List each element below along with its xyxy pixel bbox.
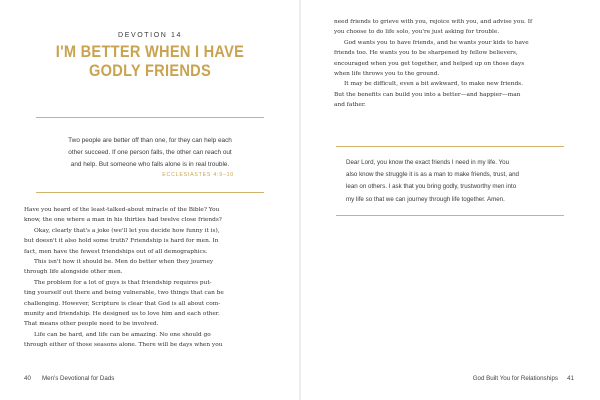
body-line: This isn't how it should be. Men do better when they journey — [34, 259, 214, 266]
quote-line: other succeed. If one person falls, the other can reach out — [68, 149, 232, 156]
body-line: but doesn't it also hold some truth? Friendship is hard for men. In — [24, 238, 219, 245]
scripture-quote — [40, 135, 260, 171]
body-line: know, the one where a man in his thirties had twelve close friends? — [24, 217, 222, 224]
quote-line: Two people are better off than one, for they can help each — [68, 137, 232, 144]
left-running-title: Men's Devotional for Dads — [42, 375, 115, 382]
body-line: God wants you to have friends, and he wants your kids to have — [344, 39, 529, 46]
quote-line: and help. But someone who falls alone is in real trouble. — [70, 161, 230, 168]
devotion-title — [21, 42, 279, 80]
prayer-box — [336, 146, 564, 216]
left-page-number: 40 — [24, 375, 31, 382]
body-line: munity and friendship. He designed us to love him and each other. — [24, 311, 220, 318]
body-line: friends too. He wants you to be sharpened by fellow believers, — [334, 50, 518, 57]
body-line: Have you heard of the least-talked-about miracle of the Bible? You — [24, 207, 220, 213]
body-line: encouraged when you get together, and helped up on those days — [334, 60, 525, 67]
prayer-line: lean on others. I ask that you bring godly, trustworthy men into — [346, 183, 517, 191]
body-line: through life alongside other men. — [24, 269, 123, 276]
right-body-text — [334, 17, 586, 111]
body-line: But the benefits can build you into a better—and happier—man — [334, 91, 521, 98]
body-line: when life throws you to the ground. — [334, 71, 440, 78]
body-line: and father. — [334, 102, 366, 109]
prayer-line: my life so that we can journey through life together. Amen. — [346, 195, 505, 203]
body-line: fact, men have the fewest friendships out of all demographics. — [24, 248, 208, 255]
body-line: through either of those seasons alone. There will be days when you — [24, 342, 223, 349]
body-line: challenging. However, Scripture is clear that God is all about com- — [24, 300, 221, 307]
body-line: Life can be hard, and life can be amazing. No one should go — [34, 331, 211, 338]
right-page — [300, 0, 600, 400]
prayer-line: Dear Lord, you know the exact friends I need in my life. You — [346, 159, 510, 166]
body-line: It may be difficult, even a bit awkward, to make new friends. — [344, 81, 523, 88]
devotion-label: DEVOTION 14 — [118, 32, 182, 39]
prayer-line: also know the struggle it is as a man to make friends, trust, and — [346, 171, 519, 179]
prayer-text — [340, 157, 560, 206]
body-line: That means other people need to be involved. — [24, 321, 159, 328]
scripture-quote-box — [36, 117, 264, 193]
body-line: ting yourself out there and being vulnerable, two things that can be — [24, 290, 224, 297]
body-line: need friends to grieve with you, rejoice with you, and advise you. If — [334, 19, 533, 25]
body-line: you choose to do life solo, you're just asking for trouble. — [334, 29, 500, 36]
scripture-reference: ECCLESIASTES 4:9–10 — [162, 172, 234, 178]
left-body-text — [24, 205, 276, 351]
body-line: The problem for a lot of guys is that friendship requires put- — [34, 279, 212, 286]
right-page-number: 41 — [567, 375, 574, 382]
body-line: Okay, clearly that's a joke (we'll let you decide how funny it is), — [34, 227, 220, 234]
title-line-2: GODLY FRIENDS — [89, 61, 211, 80]
title-line-1: I'M BETTER WHEN I HAVE — [55, 42, 245, 61]
right-running-title: God Built You for Relationships — [472, 375, 558, 382]
